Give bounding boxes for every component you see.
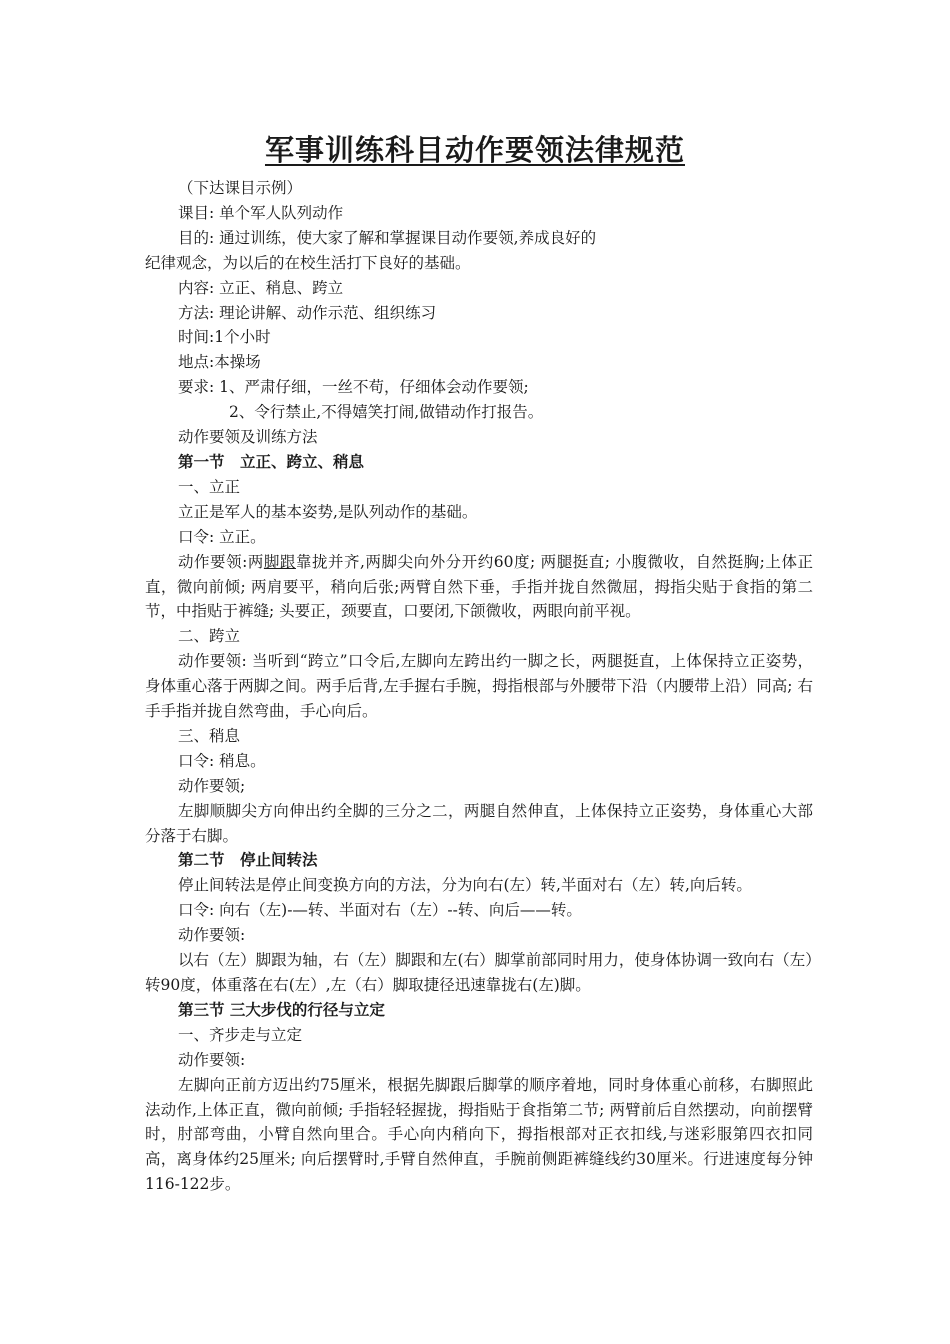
text-line: 动作要领: — [178, 1050, 246, 1069]
text-line: 口令: 稍息。 — [178, 751, 266, 770]
underlined-word: 脚跟 — [263, 552, 296, 571]
text-line: 目的: 通过训练，使大家了解和掌握课目动作要领,养成良好的 — [178, 228, 597, 247]
section-heading: 第一节 立正、跨立、稍息 — [178, 451, 365, 471]
text-line: 地点:本操场 — [178, 353, 261, 372]
text-line: 二、跨立 — [178, 627, 241, 646]
text-line: 一、齐步走与立定 — [178, 1025, 303, 1044]
text-line: 时间:1个小时 — [178, 328, 271, 347]
text-line: （下达课目示例） — [178, 179, 303, 197]
text-line: 口令: 立正。 — [178, 527, 266, 546]
text-line: 停止间转法是停止间变换方向的方法，分为向右(左）转,半面对右（左）转,向后转。 — [178, 876, 752, 895]
text-line: 内容: 立正、稍息、跨立 — [178, 278, 344, 297]
document-body — [145, 176, 813, 1197]
text-line: 三、稍息 — [178, 726, 241, 745]
paragraph: 以右（左）脚跟为轴，右（左）脚跟和左(右）脚掌前部同时用力，使身体协调一致向右（左）转90度，体重落在右(左）,左（右）脚取捷径迅速靠拢右(左)脚。 — [145, 951, 813, 994]
text-line: 一、立正 — [178, 477, 241, 496]
text-line: 纪律观念，为以后的在校生活打下良好的基础。 — [145, 253, 471, 272]
text-line: 动作要领: — [178, 926, 246, 945]
text-line: 立正是军人的基本姿势,是队列动作的基础。 — [178, 502, 478, 521]
section-heading: 第二节 停止间转法 — [178, 850, 318, 870]
paragraph: 动作要领:两脚跟靠拢并齐,两脚尖向外分开约60度; 两腿挺直; 小腹微收，自然挺胸;上体正直，微向前倾; 两肩要平，稍向后张;两臂自然下垂，手指并拢自然微屈，拇指尖贴于食指的第二节，中指贴于裤缝; 头要正，颈要直，口要闭,下颌微收，两眼向前平视。 — [145, 552, 813, 621]
section-heading: 第三节 三大步伐的行径与立定 — [178, 999, 385, 1019]
text-line: 口令: 向右（左)-—转、半面对右（左）--转、向后——转。 — [178, 901, 582, 920]
paragraph: 动作要领: 当听到“跨立”口令后,左脚向左跨出约一脚之长，两腿挺直，上体保持立正姿势，身体重心落于两脚之间。两手后背,左手握右手腕，拇指根部与外腰带下沿（内腰带上沿）同高; 右手手指并拢自然弯曲，手心向后。 — [145, 652, 813, 721]
paragraph: 左脚顺脚尖方向伸出约全脚的三分之二，两腿自然伸直，上体保持立正姿势，身体重心大部分落于右脚。 — [145, 801, 813, 845]
text-line: 课目: 单个军人队列动作 — [178, 203, 344, 222]
document-title: 军事训练科目动作要领法律规范 — [264, 133, 685, 167]
text-line: 方法: 理论讲解、动作示范、组织练习 — [178, 303, 437, 322]
text-line: 要求: 1、严肃仔细，一丝不苟，仔细体会动作要领; — [178, 378, 529, 397]
paragraph: 左脚向正前方迈出约75厘米，根据先脚跟后脚掌的顺序着地，同时身体重心前移，右脚照此法动作,上体正直，微向前倾; 手指轻轻握拢，拇指贴于食指第二节; 两臂前后自然摆动，向前摆臂时，肘部弯曲，小臂自然向里合。手心向内稍向下，拇指根部对正衣扣线,与迷彩服第四衣扣同高，离身体约25厘米; 向后摆臂时,手臂自然伸直，手腕前侧距裤缝线约30厘米。行进速度每分钟116-122步。 — [145, 1075, 813, 1194]
text-line: 2、令行禁止,不得嬉笑打闹,做错动作打报告。 — [229, 403, 544, 422]
text-line: 动作要领及训练方法 — [178, 428, 318, 447]
text-line: 动作要领; — [178, 776, 246, 795]
